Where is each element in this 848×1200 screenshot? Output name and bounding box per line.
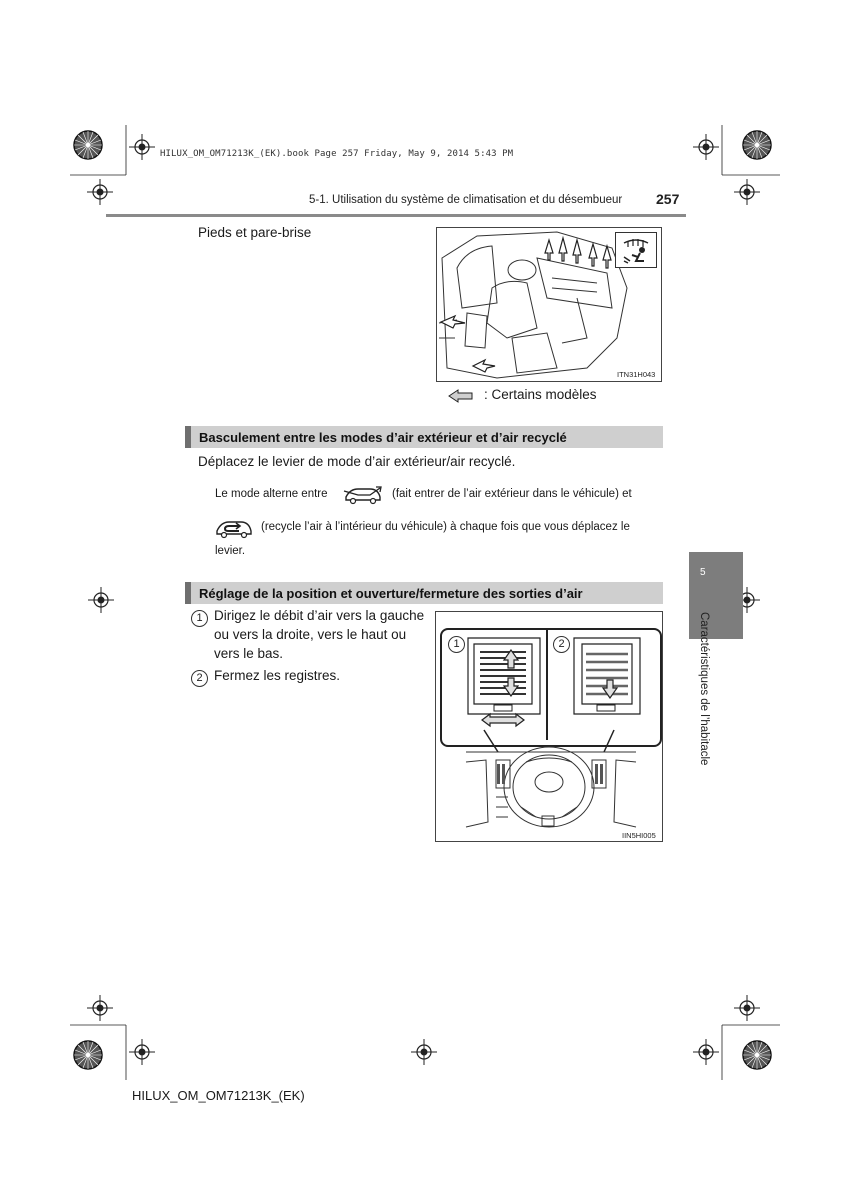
step-2-text: Fermez les registres. — [214, 668, 341, 683]
starburst-mark — [74, 1041, 102, 1069]
section-heading-vents — [185, 582, 663, 604]
foot-windshield-mode-icon — [615, 232, 657, 268]
vent-adjustment-figure — [435, 611, 663, 842]
header-rule — [106, 214, 686, 217]
step-2 — [191, 668, 208, 687]
page-number: 257 — [656, 191, 680, 207]
section-title: Basculement entre les modes d’air extérieur et d’air recyclé — [199, 430, 567, 445]
crosshair-mark — [693, 134, 719, 160]
recirc-line1-start: Le mode alterne entre — [215, 488, 328, 500]
step-number: 2 — [191, 670, 208, 687]
crosshair-mark — [411, 1039, 437, 1065]
recirculate-air-icon — [213, 516, 255, 545]
starburst-mark — [743, 131, 771, 159]
footer-model-code: HILUX_OM_OM71213K_(EK) — [132, 1088, 305, 1103]
crosshair-mark — [734, 179, 760, 205]
recirc-line1-end: (fait entrer de l’air extérieur dans le véhicule) et — [392, 488, 632, 500]
recirc-intro: Déplacez le levier de mode d’air extérieur/air recyclé. — [198, 454, 516, 469]
vent-illustration — [436, 612, 662, 841]
crosshair-mark — [129, 1039, 155, 1065]
chapter-title: Caractéristiques de l’habitacle — [698, 612, 710, 766]
step-1-line2: ou vers la droite, vers le haut ou — [214, 627, 407, 642]
chapter-number: 5 — [700, 567, 706, 578]
section-heading-recirculation — [185, 426, 663, 448]
callout-number: 1 — [448, 636, 465, 653]
file-info-line: HILUX_OM_OM71213K_(EK).book Page 257 Friday, May 9, 2014 5:43 PM — [160, 149, 514, 159]
starburst-mark — [743, 1041, 771, 1069]
step-number: 1 — [191, 610, 208, 627]
starburst-mark — [74, 131, 102, 159]
step-1 — [191, 608, 208, 627]
step-1-line1: Dirigez le débit d’air vers la gauche — [214, 608, 425, 623]
step-1-line3: vers le bas. — [214, 646, 284, 661]
figure-code: IIN5HI005 — [622, 831, 656, 840]
recirc-line2: (recycle l’air à l’intérieur du véhicule) à chaque fois que vous déplacez le — [261, 521, 630, 533]
outside-air-icon — [342, 483, 384, 510]
crosshair-mark — [734, 995, 760, 1021]
cabin-airflow-figure — [436, 227, 662, 382]
section-title: Réglage de la position et ouverture/fermeture des sorties d’air — [199, 586, 583, 601]
running-head: 5-1. Utilisation du système de climatisation et du désembueur — [309, 194, 623, 206]
crosshair-mark — [88, 587, 114, 613]
recirc-line3: levier. — [215, 545, 246, 557]
crosshair-mark — [87, 995, 113, 1021]
callout-number: 2 — [553, 636, 570, 653]
crosshair-mark — [87, 179, 113, 205]
arrow-legend-icon — [448, 389, 474, 408]
mode-label: Pieds et pare-brise — [198, 225, 312, 240]
crosshair-mark — [129, 134, 155, 160]
legend-text: : Certains modèles — [484, 387, 597, 402]
crosshair-mark — [693, 1039, 719, 1065]
figure-code: ITN31H043 — [617, 370, 656, 379]
